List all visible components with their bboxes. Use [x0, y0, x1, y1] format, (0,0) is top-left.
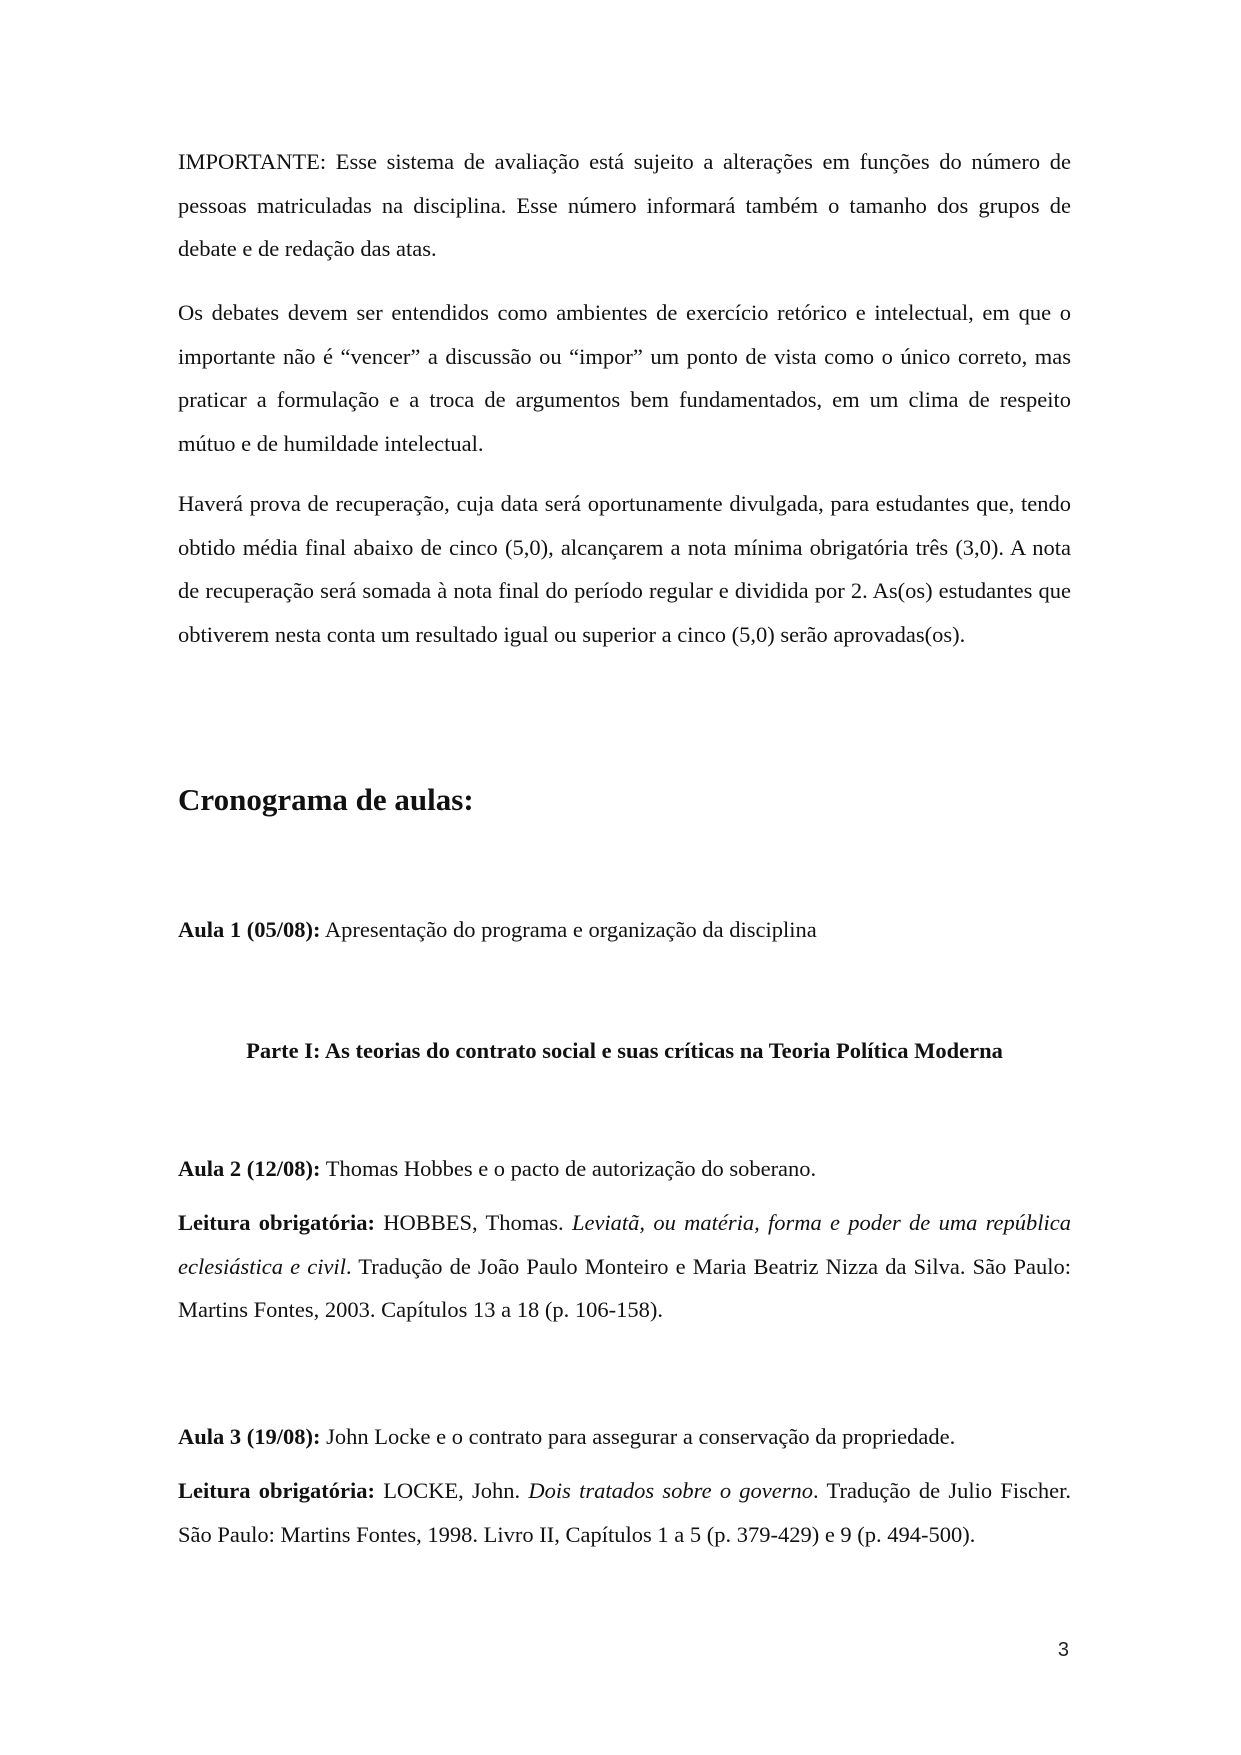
evaluation-notice-paragraph: IMPORTANTE: Esse sistema de avaliação está sujeito a alterações em funções do número de pessoas matriculadas na disciplina. Esse número informará também o tamanho dos grupos de debate e de redação das atas.: [178, 149, 1071, 261]
schedule-title: Cronograma de aulas:: [178, 782, 474, 817]
page-number: 3: [1057, 1639, 1069, 1661]
class-2-reading-title: Leviatã, ou matéria, forma e poder de uma república eclesiástica e civil: [178, 1210, 1071, 1279]
class-3-reading-details: . Tradução de Julio Fischer. São Paulo: Martins Fontes, 1998. Livro II, Capítulos 1 a 5 (p. 379-429) e 9 (p. 494-500).: [178, 1478, 1071, 1547]
class-3-reading-author: LOCKE, John.: [374, 1478, 529, 1503]
class-2-reading: [178, 1201, 1071, 1332]
class-2-label: Aula 2 (12/08):: [178, 1156, 321, 1181]
class-3-topic: John Locke e o contrato para assegurar a conservação da propriedade.: [320, 1424, 956, 1449]
class-2-line: [178, 1147, 1071, 1191]
class-1-label: Aula 1 (05/08):: [178, 917, 321, 942]
class-3-label: Aula 3 (19/08):: [178, 1424, 321, 1449]
recovery-exam-paragraph: Haverá prova de recuperação, cuja data será oportunamente divulgada, para estudantes que, tendo obtido média final abaixo de cinco (5,0), alcançarem a nota mínima obrigatória três (3,0). A nota de recuperação será somada à nota final do período regular e dividida por 2. As(os) estudantes que obtiverem nesta conta um resultado igual ou superior a cinco (5,0) serão aprovadas(os).: [178, 491, 1071, 647]
class-3-line: [178, 1415, 1071, 1459]
class-2-topic: Thomas Hobbes e o pacto de autorização do soberano.: [320, 1156, 817, 1181]
part-1-heading: Parte I: As teorias do contrato social e suas críticas na Teoria Política Moderna: [246, 1038, 1003, 1063]
debates-paragraph: Os debates devem ser entendidos como ambientes de exercício retórico e intelectual, em que o importante não é “vencer” a discussão ou “impor” um ponto de vista como o único correto, mas praticar a formulação e a troca de argumentos bem fundamentados, em um clima de respeito mútuo e de humildade intelectual.: [178, 300, 1071, 456]
class-3-reading-title: Dois tratados sobre o governo: [528, 1478, 814, 1503]
class-1-line: [178, 908, 1071, 952]
class-3-reading-label: Leitura obrigatória:: [178, 1478, 375, 1503]
class-2-reading-author: HOBBES, Thomas.: [375, 1210, 572, 1235]
class-1-topic: Apresentação do programa e organização da disciplina: [320, 917, 817, 942]
class-2-reading-label: Leitura obrigatória:: [178, 1210, 375, 1235]
class-2-reading-details: . Tradução de João Paulo Monteiro e Maria Beatriz Nizza da Silva. São Paulo: Martins Fontes, 2003. Capítulos 13 a 18 (p. 106-158).: [178, 1253, 1071, 1322]
class-3-reading: [178, 1469, 1071, 1556]
